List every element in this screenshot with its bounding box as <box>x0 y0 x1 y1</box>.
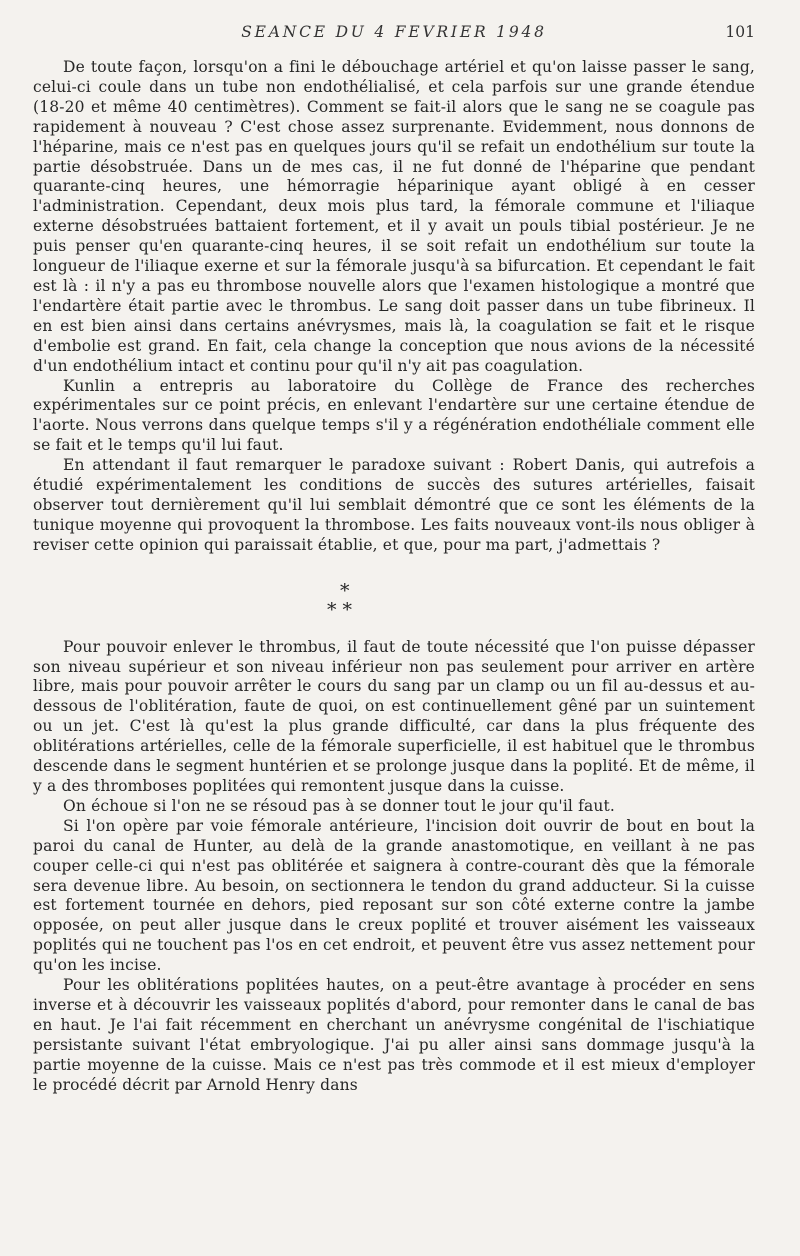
running-title: SEANCE DU 4 FEVRIER 1948 <box>241 23 547 41</box>
page-number: 101 <box>725 23 755 41</box>
body-text <box>33 58 755 1096</box>
asterism-star-top: * <box>340 579 350 602</box>
asterism-divider <box>33 556 755 638</box>
page <box>33 0 755 1256</box>
asterism-star-bottom: ** <box>327 598 358 621</box>
paragraph-poplitees: Pour les oblitérations poplitées hautes, on a peut-être avantage à procéder en sens inverse et à découvrir les vaisseaux poplités d'abord, pour remonter dans le canal de bas en haut. Je l'ai fait récemment en cherchant un anévrysme congénital de l'ischiatique persistante suivant l'état embryologique. J'ai pu aller ainsi sans dommage jusqu'à la partie moyenne de la cuisse. Mais ce n'est pas très commode et il est mieux d'employer le procédé décrit par Arnold Henry dans <box>33 976 755 1094</box>
paragraph-voie-femorale: Si l'on opère par voie fémorale antérieure, l'incision doit ouvrir de bout en bout la paroi du canal de Hunter, au delà de la grande anastomotique, en veillant à ne pas couper celle-ci qui n'est pas oblitérée et saignera à contre-courant dès que la fémorale sera devenue libre. Au besoin, on sectionnera le tendon du grand adducteur. Si la cuisse est fortement tournée en dehors, pied reposant sur son côté externe contre la jambe opposée, on peut aller jusque dans le creux poplité et trouver aisément les vaisseaux poplités qui ne touchent pas l'os en cet endroit, et peuvent être vus assez nettement pour qu'on les incise. <box>33 816 755 975</box>
paragraph-thrombus: Pour pouvoir enlever le thrombus, il faut de toute nécessité que l'on puisse dépasser son niveau supérieur et son niveau inférieur non pas seulement pour arriver en artère libre, mais pour pouvoir arrêter le cours du sang par un clamp ou un fil au-dessus et au-dessous de l'oblitération, faute de quoi, on est continuellement gêné par un suintement ou un jet. C'est là qu'est la plus grande difficulté, car dans la plus fréquente des oblitérations artérielles, celle de la fémorale superficielle, il est habituel que le thrombus descende dans le segment huntérien et se prolonge jusque dans la poplité. Et de même, il y a des thromboses poplitées qui remontent jusque dans la cuisse. <box>33 637 755 795</box>
paragraph-heparin: De toute façon, lorsqu'on a fini le débouchage artériel et qu'on laisse passer le sang, celui-ci coule dans un tube non endothélialisé, et cela parfois sur une grande étendue (18-20 et même 40 centimètres). Comment se fait-il alors que le sang ne se coagule pas rapidement à nouveau ? C'est chose assez surprenante. Evidemment, nous donnons de l'héparine, mais ce n'est pas en quelques jours qu'il se refait un endothélium sur toute la partie désobstruée. Dans un de mes cas, il ne fut donné de l'héparine que pendant quarante-cinq heures, une hémorragie héparinique ayant obligé à en cesser l'administration. Cependant, deux mois plus tard, la fémorale commune et l'iliaque externe désobstruées battaient fortement, et il y avait un pouls tibial postérieur. Je ne puis penser qu'en quarante-cinq heures, il se soit refait un endothélium sur toute la longueur de l'iliaque exerne et sur la fémorale jusqu'à sa bifurcation. Et cependant le fait est là : il n'y a pas eu thrombose nouvelle alors que l'examen histologique a montré que l'endartère était partie avec le thrombus. Le sang doit passer dans un tube fibrineux. Il en est bien ainsi dans certains anévrysmes, mais là, la coagulation se fait et le risque d'embolie est grand. En fait, cela change la conception que nous avions de la nécessité d'un endothélium intact et continu pour qu'il n'y ait pas coagulation. <box>33 58 755 375</box>
paragraph-echoue: On échoue si l'on ne se résoud pas à se donner tout le jour qu'il faut. <box>63 796 615 815</box>
paragraph-kunlin: Kunlin a entrepris au laboratoire du Collège de France des recherches expérimentales sur ce point précis, en enlevant l'endartère sur une certaine étendue de l'aorte. Nous verrons dans quelque temps s'il y a régénération endothéliale comment elle se fait et le temps qu'il lui faut. <box>33 376 755 455</box>
paragraph-danis: En attendant il faut remarquer le paradoxe suivant : Robert Danis, qui autrefois a étudié expérimentalement les conditions de succès des sutures artérielles, faisait observer tout dernièrement qu'il lui semblait démontré que ce sont les éléments de la tunique moyenne qui provoquent la thrombose. Les faits nouveaux vont-ils nous obliger à reviser cette opinion qui paraissait établie, et que, pour ma part, j'admettais ? <box>33 456 755 554</box>
running-head <box>33 20 755 46</box>
